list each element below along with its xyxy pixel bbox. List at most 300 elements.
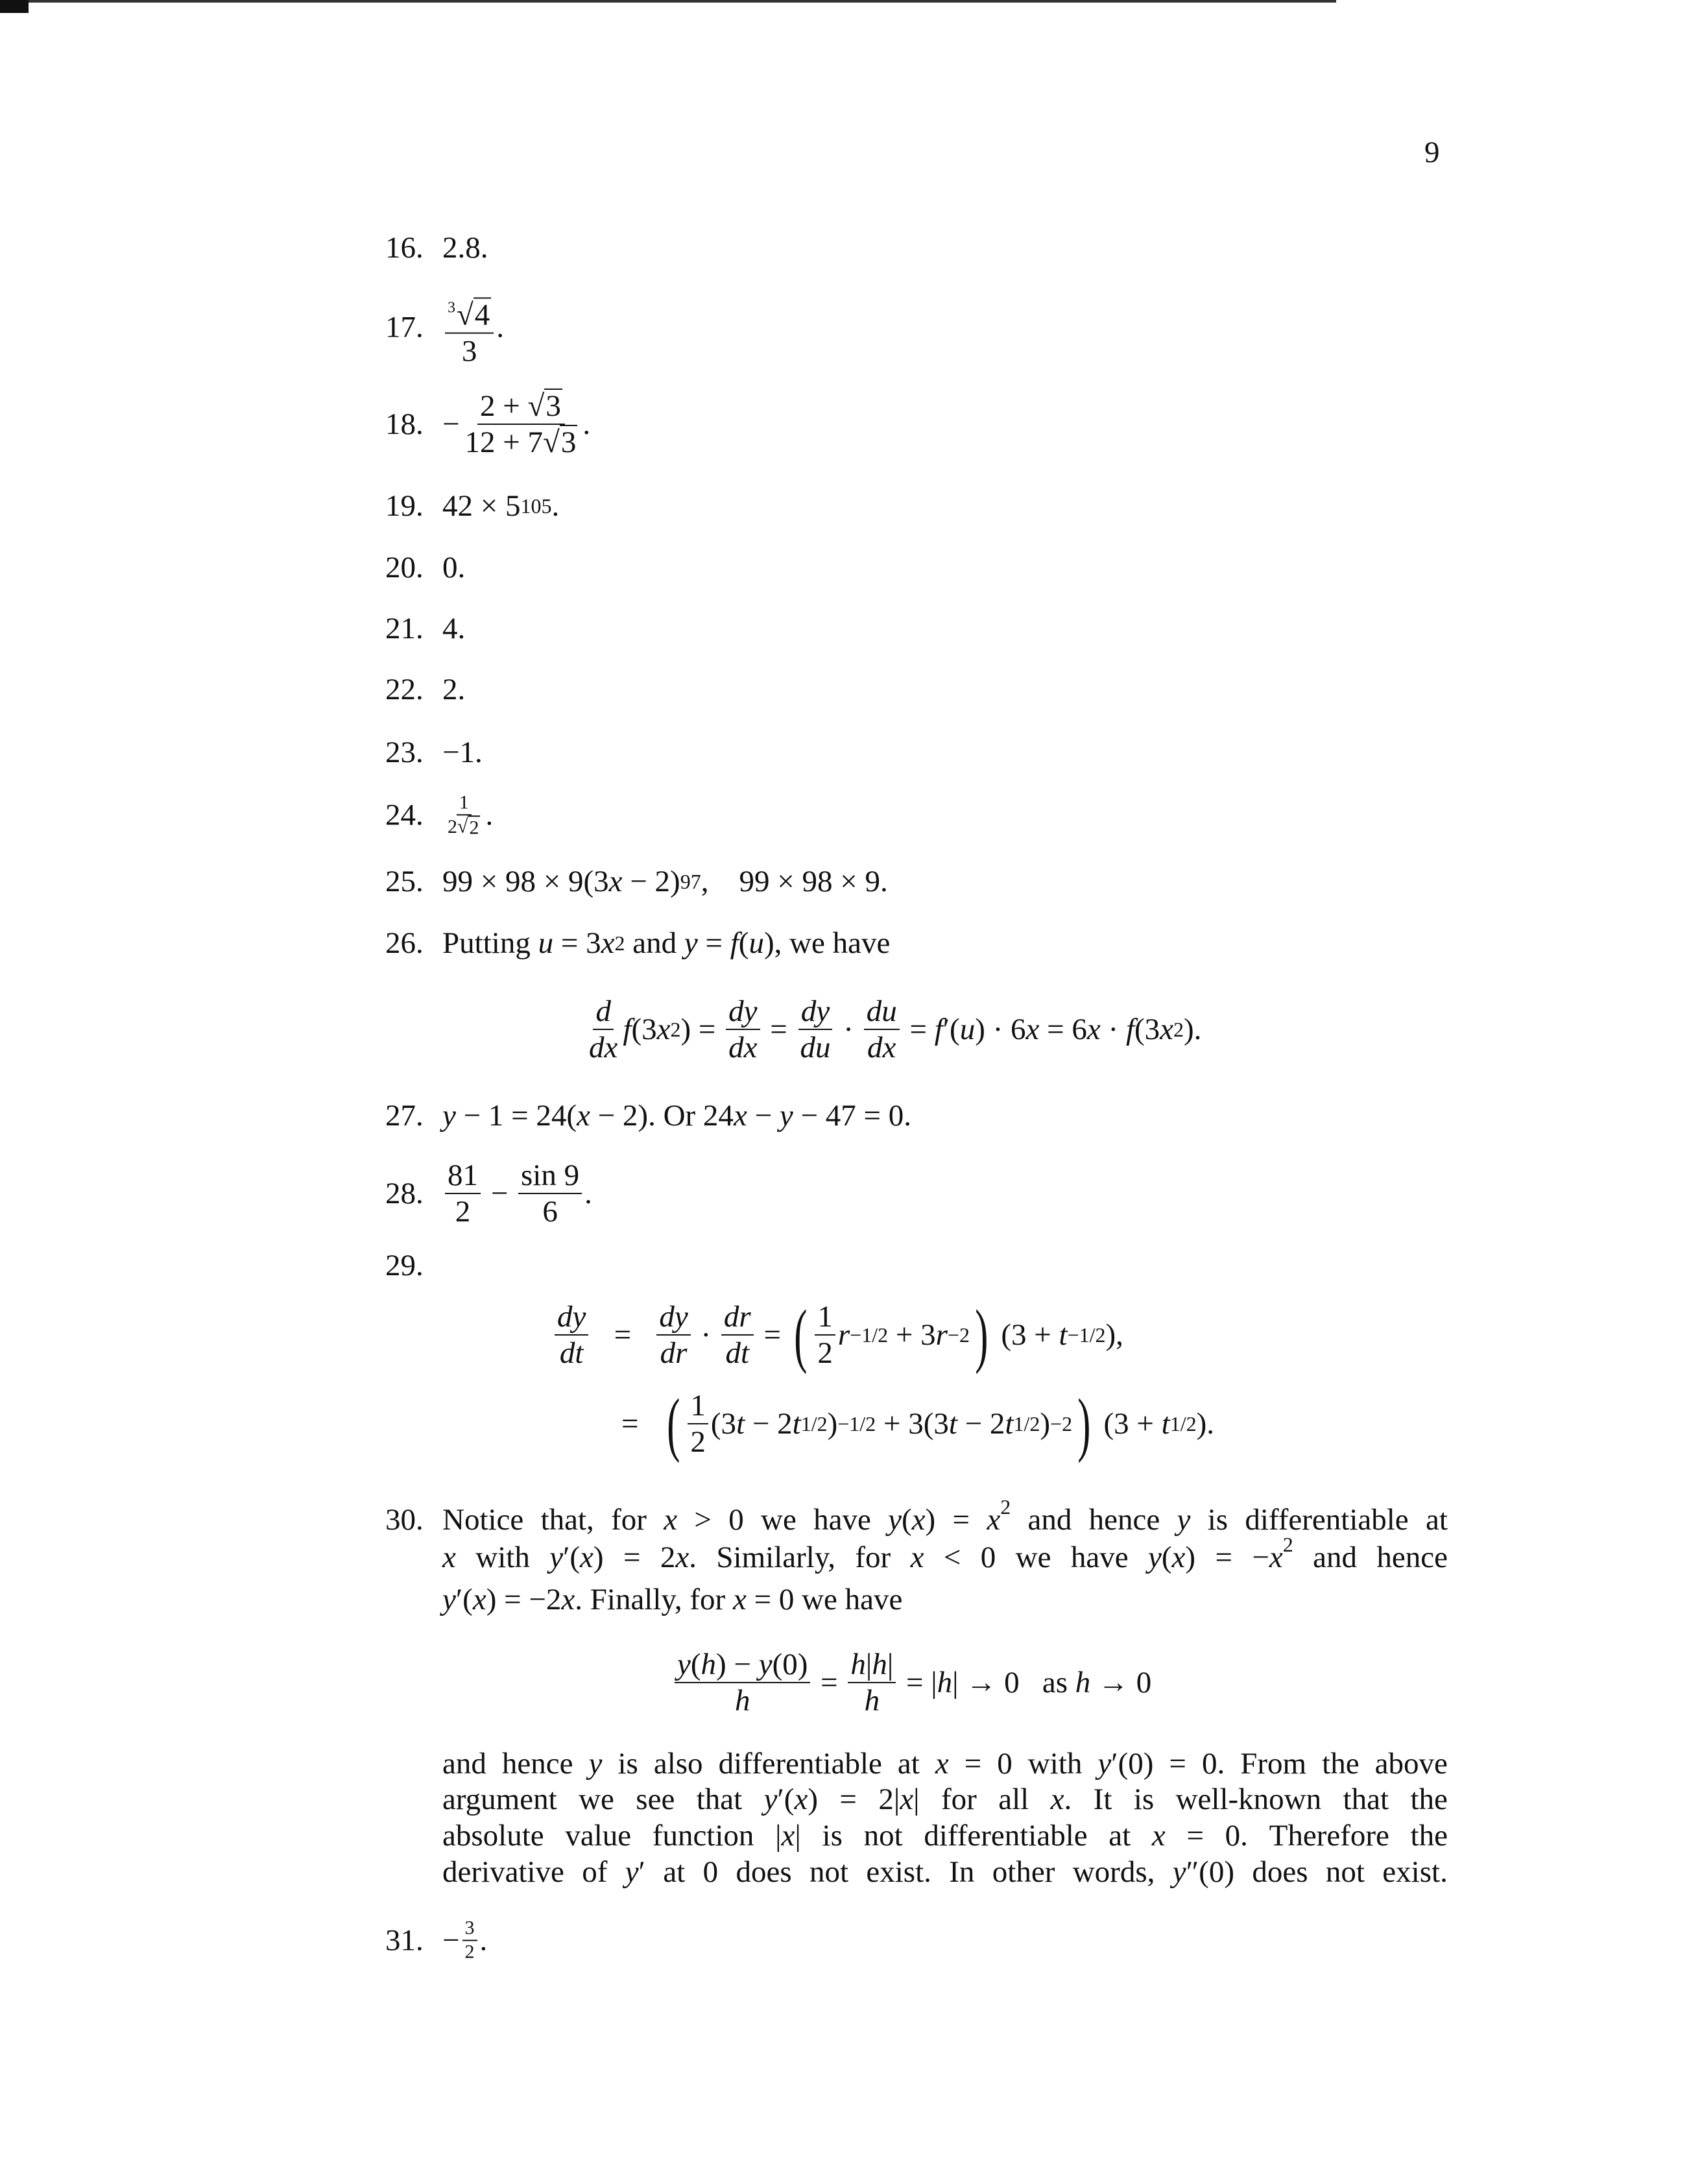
math-text: ).	[1184, 1013, 1202, 1046]
math-variable: h	[864, 1684, 880, 1718]
math-text: − 2	[957, 1407, 1005, 1441]
math-text: 1/2	[1169, 1412, 1197, 1435]
item-number: 28.	[385, 1177, 424, 1210]
word	[442, 1746, 494, 1781]
math-text: 81	[448, 1158, 478, 1192]
word	[611, 1502, 654, 1537]
answer-item	[385, 611, 465, 646]
word	[442, 1818, 551, 1853]
big-parenthesis: (	[667, 1384, 680, 1463]
denominator	[462, 1941, 477, 1963]
math-text: is	[822, 1819, 850, 1853]
math-text: 12 + 7	[464, 426, 544, 459]
math-text: =	[762, 1013, 795, 1046]
word	[1208, 1502, 1236, 1537]
math-text: and	[1027, 1503, 1080, 1537]
math-text: have	[1070, 1541, 1136, 1574]
math-text: 4.	[442, 612, 466, 645]
fraction	[462, 389, 581, 460]
math-variable: x	[1086, 1013, 1101, 1046]
math-variable: h	[872, 1647, 887, 1681]
math-variable: h	[1075, 1666, 1091, 1699]
numerator	[457, 791, 472, 815]
math-text: | → 0 as	[952, 1666, 1075, 1699]
scan-edge-line	[0, 0, 1336, 3]
math-variable: f	[1125, 1013, 1134, 1046]
math-text: differentiable	[924, 1819, 1096, 1853]
math-text: ), we have	[763, 926, 891, 960]
math-text: and	[625, 926, 684, 960]
math-text: is	[1207, 1503, 1236, 1537]
radical-sign-icon: √	[457, 815, 468, 837]
word	[1169, 1746, 1193, 1781]
word	[654, 1746, 710, 1781]
math-text: |	[795, 1819, 809, 1853]
math-text: )	[486, 1583, 505, 1616]
denominator	[798, 1030, 833, 1065]
paragraph-line	[442, 1533, 1448, 1575]
math-text: ′(	[455, 1583, 473, 1616]
math-variable: h	[937, 1666, 953, 1699]
word	[733, 1582, 754, 1617]
word	[1252, 1854, 1315, 1890]
fraction	[445, 1158, 481, 1229]
math-text: ′(0)	[1111, 1747, 1162, 1781]
math-variable: dr	[723, 1299, 751, 1334]
math-text: ′	[638, 1855, 653, 1889]
word	[1426, 1502, 1448, 1537]
math-text: In	[949, 1855, 983, 1889]
math-text: we	[579, 1782, 622, 1816]
math-text: well-known	[1175, 1782, 1329, 1816]
math-text: differentiable	[718, 1747, 890, 1781]
math-text: absolute	[442, 1819, 552, 1853]
math-text: 97	[680, 870, 701, 893]
math-text: at	[663, 1855, 693, 1889]
word	[839, 1782, 864, 1817]
math-text: It	[1093, 1782, 1120, 1816]
item-number: 31.	[385, 1923, 424, 1957]
math-text: =	[504, 1583, 529, 1616]
word	[694, 1502, 719, 1537]
math-text: 3	[461, 334, 477, 368]
fraction	[675, 1647, 810, 1718]
math-text: (3 +	[993, 1318, 1059, 1352]
radical-sign-icon: √	[527, 389, 545, 423]
word	[1202, 1746, 1232, 1781]
math-variable: h	[701, 1647, 717, 1681]
word	[529, 1582, 590, 1617]
word	[589, 1746, 610, 1781]
math-text: <	[943, 1541, 969, 1574]
word	[504, 1582, 529, 1617]
math-variable: d	[595, 994, 611, 1028]
fraction	[798, 994, 833, 1065]
math-text: )	[808, 1782, 826, 1816]
word	[1094, 1782, 1120, 1817]
math-variable: y	[888, 1503, 902, 1537]
word	[697, 1782, 750, 1817]
radical	[543, 425, 577, 460]
math-text: for	[689, 1583, 733, 1616]
math-text: − 2)	[622, 865, 680, 898]
math-variable: x	[1269, 1541, 1283, 1574]
math-variable: r	[837, 1318, 850, 1352]
numerator	[477, 389, 565, 425]
word	[802, 1582, 845, 1617]
math-variable: x	[664, 1503, 678, 1537]
word	[442, 1540, 464, 1575]
word	[1269, 1818, 1397, 1853]
word	[565, 1818, 639, 1853]
answer-item	[385, 230, 488, 265]
math-text: =	[1215, 1541, 1240, 1574]
answer-item	[385, 926, 890, 961]
word	[845, 1582, 903, 1617]
denominator	[453, 1194, 473, 1229]
word	[719, 1746, 890, 1781]
math-text: for	[855, 1541, 898, 1574]
math-variable: dx	[728, 1031, 758, 1064]
math-text: 0	[997, 1747, 1020, 1781]
math-text: =	[813, 1666, 846, 1699]
word	[911, 1540, 932, 1575]
answer-item	[385, 1248, 442, 1283]
math-variable: y	[1172, 1855, 1186, 1889]
word	[664, 1502, 685, 1537]
numerator	[688, 1388, 708, 1424]
item-number: 30.	[385, 1503, 424, 1537]
math-text: 2|	[878, 1782, 900, 1816]
math-text: =	[623, 1541, 649, 1574]
word	[864, 1818, 911, 1853]
numerator	[555, 1299, 588, 1336]
radical	[457, 815, 480, 838]
word	[941, 1782, 985, 1817]
math-variable: x	[1025, 1013, 1040, 1046]
radical-sign-icon: √	[457, 298, 473, 332]
math-variable: y	[1097, 1747, 1112, 1781]
math-text: is	[617, 1747, 646, 1781]
math-text: ·	[835, 1013, 861, 1046]
numerator	[721, 1299, 754, 1336]
word	[998, 1782, 1037, 1817]
math-text: 0.	[442, 551, 466, 584]
math-text: 0.	[1201, 1747, 1232, 1781]
math-text: .	[496, 309, 505, 344]
math-variable: r	[935, 1318, 948, 1352]
math-text: 2.	[442, 673, 466, 706]
paragraph-line	[442, 1854, 1448, 1890]
math-variable: dy	[800, 994, 830, 1028]
math-text: 0	[980, 1541, 1004, 1574]
math-text: −2	[529, 1583, 562, 1616]
word	[728, 1502, 751, 1537]
math-text: .	[551, 489, 560, 523]
math-variable: y	[684, 926, 698, 960]
word	[579, 1782, 622, 1817]
radical	[448, 297, 491, 332]
math-text: 2	[464, 1941, 475, 1962]
math-text: differentiable	[1245, 1503, 1417, 1537]
math-variable: t	[1161, 1407, 1170, 1441]
denominator	[723, 1336, 752, 1371]
word	[981, 1540, 1003, 1575]
math-text: ′(	[777, 1782, 795, 1816]
math-text: 2	[817, 1336, 833, 1370]
math-text: argument	[442, 1782, 565, 1816]
fraction	[864, 994, 900, 1065]
item-number: 20.	[385, 551, 424, 584]
math-text: ) =	[680, 1013, 724, 1046]
word	[1313, 1540, 1365, 1575]
math-text: −	[442, 407, 460, 441]
word	[1176, 1782, 1329, 1817]
math-text: Notice	[442, 1503, 532, 1537]
word	[623, 1540, 648, 1575]
equation-30	[672, 1647, 1151, 1718]
equation-26	[584, 994, 1201, 1065]
math-text: hence	[501, 1747, 581, 1781]
math-text: the	[1410, 1782, 1448, 1816]
math-text: 2	[1282, 1533, 1293, 1556]
math-text: 2	[690, 1425, 706, 1459]
math-text: with	[475, 1541, 538, 1574]
word	[716, 1540, 843, 1575]
math-variable: y	[677, 1647, 691, 1681]
word	[764, 1782, 826, 1817]
numerator	[864, 994, 900, 1030]
math-text: (3	[1134, 1013, 1160, 1046]
math-text: also	[653, 1747, 711, 1781]
math-text: 1	[690, 1388, 706, 1422]
answer-item	[385, 672, 465, 707]
math-text: .	[1064, 1782, 1079, 1816]
math-text: , 99 × 98 × 9.	[701, 865, 888, 898]
denominator	[462, 425, 581, 460]
math-variable: h	[734, 1684, 750, 1718]
math-variable: dr	[660, 1336, 688, 1370]
math-variable: u	[749, 926, 764, 960]
math-text: −1/2	[837, 1412, 876, 1435]
math-text: |	[913, 1782, 928, 1816]
word	[992, 1854, 1062, 1890]
math-text: 2	[448, 815, 457, 837]
denominator	[445, 815, 483, 838]
math-variable: x	[577, 1099, 590, 1133]
math-text: .	[689, 1541, 704, 1574]
item-number: 25.	[385, 865, 424, 898]
math-text: ) · 6	[975, 1013, 1026, 1046]
math-text: =	[839, 1782, 865, 1816]
root-index: 3	[448, 299, 455, 317]
math-text	[924, 1541, 931, 1574]
word	[944, 1540, 968, 1575]
math-text: have	[813, 1503, 879, 1537]
answer-item	[385, 1158, 592, 1229]
radicand	[468, 815, 480, 838]
math-text: does	[736, 1855, 800, 1889]
item-number: 22.	[385, 673, 424, 706]
word	[965, 1746, 989, 1781]
word	[617, 1746, 645, 1781]
item-number: 16.	[385, 231, 424, 265]
math-variable: f	[623, 1013, 632, 1046]
math-text: we	[1015, 1541, 1059, 1574]
scan-edge-mark	[0, 0, 29, 13]
word	[866, 1854, 939, 1890]
math-text: 1	[459, 791, 469, 813]
math-text: |	[865, 1647, 872, 1681]
math-text: 3	[545, 389, 561, 424]
word	[898, 1746, 928, 1781]
radicand	[544, 389, 562, 424]
word	[1375, 1746, 1448, 1781]
math-text: =	[964, 1747, 990, 1781]
math-text: =	[952, 1503, 977, 1537]
math-text: see	[636, 1782, 683, 1816]
math-text: =	[591, 1318, 654, 1352]
math-text: − 2). Or 24	[590, 1099, 734, 1133]
word	[878, 1782, 927, 1817]
word	[761, 1502, 804, 1537]
math-text: .	[582, 407, 591, 441]
math-text: → 0	[1090, 1666, 1152, 1699]
math-text: (	[902, 1503, 912, 1537]
math-text: ·	[693, 1318, 719, 1352]
word	[1134, 1782, 1162, 1817]
math-text: )	[593, 1541, 612, 1574]
math-text: −1/2	[850, 1323, 889, 1347]
math-text: 2	[670, 1018, 681, 1041]
word	[1109, 1818, 1138, 1853]
math-variable: dy	[728, 994, 758, 1028]
math-text	[602, 1747, 610, 1781]
fraction	[462, 1917, 477, 1963]
math-text: that	[696, 1782, 750, 1816]
equation-29-line-2	[621, 1384, 1215, 1463]
equation-29-line-1	[552, 1295, 1123, 1374]
word	[660, 1540, 704, 1575]
word	[775, 1818, 808, 1853]
item-number: 17.	[385, 309, 424, 344]
math-variable: u	[538, 926, 554, 960]
math-variable: t	[1059, 1318, 1068, 1352]
math-text: 4	[474, 298, 490, 332]
word	[549, 1540, 611, 1575]
math-text: = |	[898, 1666, 937, 1699]
math-text: have	[845, 1583, 903, 1616]
math-variable: du	[866, 994, 897, 1028]
answer-item	[385, 488, 559, 523]
math-text: −1/2	[1067, 1323, 1106, 1347]
math-text: 2 +	[480, 389, 528, 423]
math-text: hence	[1376, 1541, 1448, 1574]
math-text: 1/2	[1013, 1412, 1040, 1435]
math-text: .	[485, 798, 494, 832]
item-number: 18.	[385, 407, 424, 441]
denominator	[732, 1683, 753, 1718]
word	[953, 1502, 977, 1537]
big-parenthesis: )	[975, 1295, 989, 1374]
math-variable: dx	[589, 1031, 618, 1064]
numerator	[462, 1917, 477, 1941]
math-text: and	[1313, 1541, 1365, 1574]
math-text: 0	[778, 1583, 802, 1616]
math-text: is	[1133, 1782, 1162, 1816]
math-text: that,	[540, 1503, 602, 1537]
word	[997, 1746, 1020, 1781]
math-text: that	[1343, 1782, 1396, 1816]
math-text: 105	[520, 494, 552, 518]
math-text: −	[1252, 1541, 1269, 1574]
math-text: we	[761, 1503, 804, 1537]
word	[809, 1854, 856, 1890]
math-variable: x	[732, 1583, 747, 1616]
word	[1051, 1782, 1079, 1817]
superscript	[1000, 1495, 1011, 1518]
math-text: we	[802, 1583, 845, 1616]
math-variable: dx	[867, 1031, 896, 1064]
numerator	[848, 1647, 896, 1683]
math-text: + 3(3	[876, 1407, 949, 1441]
math-text: −	[483, 1177, 516, 1210]
math-text: 2	[469, 816, 479, 838]
word	[1252, 1533, 1300, 1575]
math-text: 3	[464, 1917, 475, 1939]
answer-item	[385, 1917, 487, 1963]
math-variable: x	[608, 865, 623, 898]
math-variable: f	[934, 1013, 943, 1046]
math-text: other	[992, 1855, 1063, 1889]
math-text: exist.	[866, 1855, 939, 1889]
math-text: 2.8.	[442, 231, 488, 265]
math-text: value	[565, 1819, 639, 1853]
word	[822, 1818, 850, 1853]
item-number: 21.	[385, 612, 424, 645]
answer-item	[385, 389, 590, 460]
answer-item	[385, 791, 493, 838]
item-number: 23.	[385, 736, 424, 769]
math-text: hence	[1088, 1503, 1168, 1537]
math-text: − 47 = 0.	[793, 1099, 911, 1133]
math-text: (	[738, 926, 749, 960]
math-variable: x	[580, 1541, 593, 1574]
word	[855, 1540, 898, 1575]
answer-item	[385, 285, 504, 368]
math-text: words,	[1072, 1855, 1163, 1889]
math-text: = 6	[1039, 1013, 1087, 1046]
word	[1376, 1540, 1448, 1575]
math-text: above	[1374, 1747, 1448, 1781]
answer-item	[385, 864, 888, 899]
math-text: ).	[1196, 1407, 1215, 1441]
math-text: =	[1169, 1747, 1194, 1781]
math-text	[747, 1583, 754, 1616]
math-text	[677, 1503, 685, 1537]
math-variable: y	[549, 1541, 564, 1574]
math-text: >	[694, 1503, 719, 1537]
math-variable: t	[1005, 1407, 1014, 1441]
word	[1215, 1540, 1240, 1575]
word	[1382, 1854, 1448, 1890]
radical-sign-icon: √	[543, 426, 560, 459]
math-text: )	[827, 1407, 838, 1441]
math-text: )	[1040, 1407, 1051, 1441]
denominator	[459, 333, 480, 368]
numerator	[445, 285, 494, 333]
word	[663, 1854, 693, 1890]
